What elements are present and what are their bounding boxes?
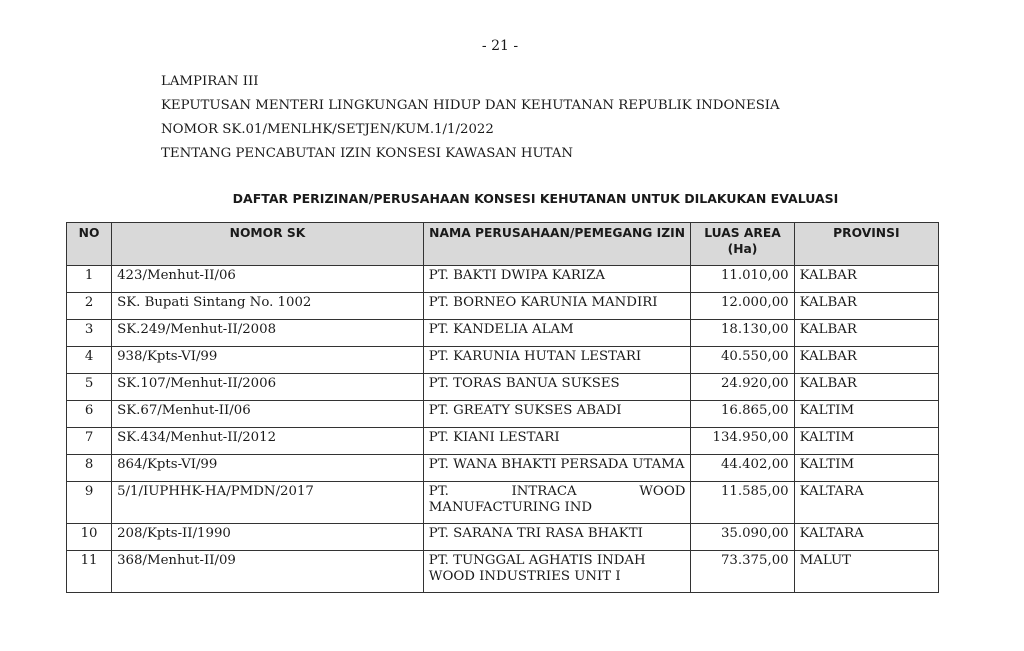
cell-area: 24.920,00: [691, 374, 794, 401]
cell-province: KALBAR: [794, 374, 938, 401]
table-row: [67, 551, 939, 593]
cell-area: 11.010,00: [691, 266, 794, 293]
cell-province: KALBAR: [794, 266, 938, 293]
cell-nomor-sk: SK. Bupati Sintang No. 1002: [112, 293, 424, 320]
table-row: [67, 347, 939, 374]
cell-nomor-sk: 5/1/IUPHHK-HA/PMDN/2017: [112, 482, 424, 524]
cell-company-name: PT. TORAS BANUA SUKSES: [423, 374, 691, 401]
cell-no: 5: [67, 374, 112, 401]
cell-company-name: PT. BORNEO KARUNIA MANDIRI: [423, 293, 691, 320]
cell-company-name: PT. KANDELIA ALAM: [423, 320, 691, 347]
table-row: [67, 266, 939, 293]
decree-title: KEPUTUSAN MENTERI LINGKUNGAN HIDUP DAN KEHUTANAN REPUBLIK INDONESIA: [161, 98, 780, 113]
table-header-row: [67, 223, 939, 266]
cell-nomor-sk: SK.107/Menhut-II/2006: [112, 374, 424, 401]
cell-province: KALTARA: [794, 482, 938, 524]
cell-nomor-sk: SK.434/Menhut-II/2012: [112, 428, 424, 455]
cell-province: KALTIM: [794, 401, 938, 428]
cell-no: 8: [67, 455, 112, 482]
cell-area: 18.130,00: [691, 320, 794, 347]
cell-province: KALTARA: [794, 524, 938, 551]
cell-company-name: PT. SARANA TRI RASA BHAKTI: [423, 524, 691, 551]
cell-no: 11: [67, 551, 112, 593]
attachment-label: LAMPIRAN III: [161, 74, 259, 89]
column-header-luas-area: LUAS AREA (Ha): [691, 223, 794, 266]
cell-no: 10: [67, 524, 112, 551]
table-row: [67, 524, 939, 551]
cell-area: 73.375,00: [691, 551, 794, 593]
decree-number: NOMOR SK.01/MENLHK/SETJEN/KUM.1/1/2022: [161, 122, 494, 137]
cell-province: KALBAR: [794, 293, 938, 320]
table-row: [67, 482, 939, 524]
cell-province: KALTIM: [794, 455, 938, 482]
cell-area: 44.402,00: [691, 455, 794, 482]
cell-nomor-sk: 938/Kpts-VI/99: [112, 347, 424, 374]
cell-company-name: PT. KARUNIA HUTAN LESTARI: [423, 347, 691, 374]
cell-area: 35.090,00: [691, 524, 794, 551]
decree-subject: TENTANG PENCABUTAN IZIN KONSESI KAWASAN HUTAN: [161, 146, 574, 161]
cell-province: KALBAR: [794, 320, 938, 347]
column-header-provinsi: PROVINSI: [794, 223, 938, 266]
cell-area: 12.000,00: [691, 293, 794, 320]
cell-no: 2: [67, 293, 112, 320]
cell-no: 4: [67, 347, 112, 374]
table-row: [67, 428, 939, 455]
cell-company-name: PT. WANA BHAKTI PERSADA UTAMA: [423, 455, 691, 482]
cell-no: 6: [67, 401, 112, 428]
cell-nomor-sk: SK.67/Menhut-II/06: [112, 401, 424, 428]
cell-province: KALTIM: [794, 428, 938, 455]
cell-area: 40.550,00: [691, 347, 794, 374]
cell-no: 3: [67, 320, 112, 347]
cell-no: 7: [67, 428, 112, 455]
column-header-no: NO: [67, 223, 112, 266]
column-header-nomor-sk: NOMOR SK: [112, 223, 424, 266]
cell-company-name: PT. KIANI LESTARI: [423, 428, 691, 455]
cell-area: 134.950,00: [691, 428, 794, 455]
cell-nomor-sk: 368/Menhut-II/09: [112, 551, 424, 593]
cell-no: 1: [67, 266, 112, 293]
cell-province: KALBAR: [794, 347, 938, 374]
cell-area: 11.585,00: [691, 482, 794, 524]
cell-nomor-sk: 864/Kpts-VI/99: [112, 455, 424, 482]
cell-province: MALUT: [794, 551, 938, 593]
cell-company-name: PT. INTRACA WOOD MANUFACTURING IND: [423, 482, 691, 524]
column-header-nama: NAMA PERUSAHAAN/PEMEGANG IZIN: [423, 223, 691, 266]
page-number: - 21 -: [481, 38, 519, 54]
cell-nomor-sk: 423/Menhut-II/06: [112, 266, 424, 293]
cell-no: 9: [67, 482, 112, 524]
concession-table: [66, 222, 939, 593]
cell-company-name: PT. GREATY SUKSES ABADI: [423, 401, 691, 428]
table-row: [67, 374, 939, 401]
cell-nomor-sk: SK.249/Menhut-II/2008: [112, 320, 424, 347]
cell-company-name: PT. TUNGGAL AGHATIS INDAH WOOD INDUSTRIES UNIT I: [423, 551, 691, 593]
cell-company-name: PT. BAKTI DWIPA KARIZA: [423, 266, 691, 293]
table-row: [67, 320, 939, 347]
cell-nomor-sk: 208/Kpts-II/1990: [112, 524, 424, 551]
decree-header: [161, 70, 780, 166]
table-title: DAFTAR PERIZINAN/PERUSAHAAN KONSESI KEHUTANAN UNTUK DILAKUKAN EVALUASI: [232, 191, 839, 206]
table-row: [67, 401, 939, 428]
table-row: [67, 293, 939, 320]
cell-area: 16.865,00: [691, 401, 794, 428]
table-row: [67, 455, 939, 482]
